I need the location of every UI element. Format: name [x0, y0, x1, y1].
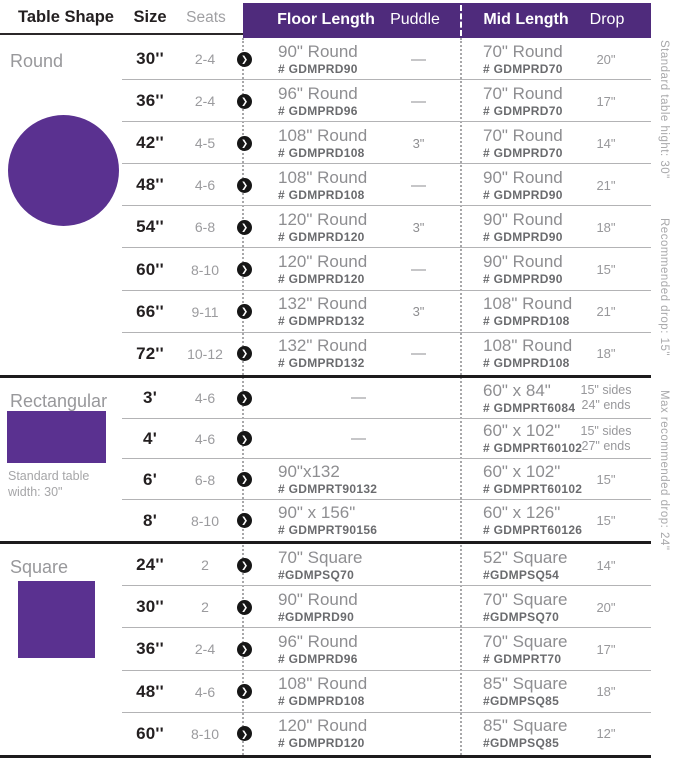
- product-code: # GDMPRT90132: [278, 482, 378, 497]
- arrow-zone: [232, 94, 256, 109]
- arrow-zone: [232, 346, 256, 361]
- product-code: # GDMPRD108: [483, 314, 570, 329]
- mid-length-cell: [461, 462, 583, 497]
- floor-length-cell: [256, 168, 376, 203]
- length-value: 96" Round: [278, 631, 358, 651]
- arrow-zone: [232, 52, 256, 67]
- row-separator: [122, 499, 651, 500]
- arrow-zone: [232, 558, 256, 573]
- table-row: [0, 38, 679, 80]
- puddle-value: —: [411, 345, 426, 363]
- mid-length-cell: [461, 336, 571, 371]
- floor-length-cell: [256, 389, 461, 407]
- drop-cell: 15": [596, 472, 616, 488]
- mid-length-cell: [461, 126, 571, 161]
- section-square: [0, 544, 679, 755]
- arrow-icon: ❯: [237, 684, 252, 699]
- column-header-puddle: Puddle: [390, 11, 440, 28]
- no-value-dash: —: [351, 389, 366, 407]
- column-header-seats: Seats: [186, 9, 226, 26]
- row-separator: [122, 418, 651, 419]
- product-code: # GDMPRD90: [483, 229, 563, 244]
- seats-cell: 2: [201, 599, 209, 616]
- floor-length-cell: [256, 632, 376, 667]
- arrow-icon: ❯: [237, 220, 252, 235]
- product-code: # GDMPRT70: [483, 651, 562, 666]
- size-cell: 36'': [136, 639, 164, 659]
- arrow-icon: ❯: [237, 136, 252, 151]
- size-cell: 36'': [136, 91, 164, 111]
- seats-cell: 2: [201, 557, 209, 574]
- product-code: # GDMPRD90: [483, 187, 563, 202]
- bottom-border-line: [0, 755, 651, 758]
- floor-length-cell: [256, 210, 376, 245]
- size-cell: 48'': [136, 681, 164, 701]
- table-row: [0, 713, 679, 755]
- arrow-zone: [232, 642, 256, 657]
- table-row: [0, 122, 679, 164]
- section-round: [0, 38, 679, 375]
- product-code: # GDMPRT90156: [278, 523, 378, 538]
- length-value: 108" Round: [483, 294, 573, 314]
- side-note-max-drop: Max recommended drop: 24": [658, 390, 670, 551]
- row-separator: [122, 247, 651, 248]
- product-code: # GDMPRD120: [278, 736, 365, 751]
- mid-length-cell: [461, 421, 583, 456]
- floor-length-cell: [256, 336, 376, 371]
- seats-cell: 4-6: [194, 683, 216, 700]
- table-row: [0, 333, 679, 375]
- product-code: #GDMPSQ54: [483, 567, 560, 582]
- section-rectangular: [0, 378, 679, 541]
- drop-value-line: 27" ends: [581, 438, 631, 453]
- mid-length-cell: [461, 168, 571, 203]
- mid-length-cell: [461, 716, 571, 751]
- size-cell: 3': [143, 388, 157, 408]
- product-code: #GDMPSQ85: [483, 736, 560, 751]
- size-cell: 66'': [136, 301, 164, 321]
- seats-cell: 4-6: [194, 390, 216, 407]
- length-value: 70" Round: [483, 83, 563, 103]
- length-value: 120" Round: [278, 716, 368, 736]
- product-code: #GDMPSQ85: [483, 694, 560, 709]
- length-value: 85" Square: [483, 674, 568, 694]
- drop-cell: 20": [596, 599, 616, 615]
- product-code: # GDMPRD70: [483, 145, 563, 160]
- drop-cell: 15": [596, 262, 616, 278]
- row-separator: [122, 163, 651, 164]
- length-value: 90" Round: [278, 41, 358, 61]
- column-header-mid-length: Mid Length: [483, 11, 569, 28]
- length-value: 132" Round: [278, 336, 368, 356]
- length-value: 70" Square: [483, 589, 568, 609]
- arrow-zone: [232, 220, 256, 235]
- arrow-zone: [232, 431, 256, 446]
- mid-length-cell: [461, 252, 571, 287]
- floor-length-cell: [256, 716, 376, 751]
- row-separator: [122, 670, 651, 671]
- arrow-zone: [232, 684, 256, 699]
- size-cell: 72'': [136, 343, 164, 363]
- puddle-cell: [376, 304, 461, 319]
- product-code: #GDMPSQ70: [483, 609, 560, 624]
- seats-cell: 6-8: [194, 219, 216, 236]
- arrow-zone: [232, 600, 256, 615]
- mid-length-cell: [461, 548, 571, 583]
- puddle-value: —: [411, 50, 426, 68]
- product-code: # GDMPRD108: [278, 187, 365, 202]
- header-left: [0, 0, 243, 35]
- puddle-cell: [376, 93, 461, 110]
- arrow-zone: [232, 513, 256, 528]
- size-cell: 24'': [136, 555, 164, 575]
- arrow-icon: ❯: [237, 52, 252, 67]
- drop-value-line: 24" ends: [581, 398, 631, 413]
- mid-length-cell: [461, 632, 571, 667]
- arrow-icon: ❯: [237, 262, 252, 277]
- no-value-dash: —: [351, 429, 366, 447]
- header-dashed-divider: [460, 5, 462, 36]
- shape-note-line: Standard table: [8, 468, 90, 483]
- arrow-icon: ❯: [237, 642, 252, 657]
- product-code: # GDMPRD132: [278, 314, 365, 329]
- header-purple-band: [243, 3, 651, 38]
- product-code: # GDMPRD132: [278, 356, 365, 371]
- floor-length-cell: [256, 462, 376, 497]
- column-header-floor-length: Floor Length: [277, 11, 375, 28]
- side-note-recommended-drop: Recommended drop: 15": [658, 218, 670, 356]
- length-value: 70" Square: [278, 547, 363, 567]
- arrow-icon: ❯: [237, 431, 252, 446]
- seats-cell: 8-10: [190, 725, 220, 742]
- length-value: 90" x 156": [278, 503, 356, 523]
- length-value: 60" x 126": [483, 503, 561, 523]
- length-value: 96" Round: [278, 83, 358, 103]
- drop-cell: 18": [596, 684, 616, 700]
- product-code: # GDMPRT60102: [483, 441, 583, 456]
- puddle-value: —: [411, 92, 426, 110]
- length-value: 132" Round: [278, 294, 368, 314]
- arrow-icon: ❯: [237, 558, 252, 573]
- size-cell: 30'': [136, 597, 164, 617]
- table-row: [0, 628, 679, 670]
- product-code: # GDMPRD120: [278, 229, 365, 244]
- length-value: 90"x132: [278, 462, 340, 482]
- product-code: # GDMPRD96: [278, 651, 358, 666]
- side-note-standard-height: Standard table hight: 30": [658, 40, 670, 179]
- puddle-value: —: [411, 261, 426, 279]
- seats-cell: 8-10: [190, 261, 220, 278]
- length-value: 90" Round: [483, 209, 563, 229]
- row-separator: [122, 121, 651, 122]
- arrow-zone: [232, 472, 256, 487]
- product-code: # GDMPRD108: [483, 356, 570, 371]
- table-row: [0, 164, 679, 206]
- product-code: #GDMPSQ70: [278, 567, 355, 582]
- floor-length-cell: [256, 42, 376, 77]
- product-code: # GDMPRD120: [278, 272, 365, 287]
- length-value: 120" Round: [278, 252, 368, 272]
- arrow-zone: [232, 262, 256, 277]
- table-row: [0, 671, 679, 713]
- seats-cell: 8-10: [190, 512, 220, 529]
- table-row: [0, 500, 679, 541]
- length-value: 70" Round: [483, 41, 563, 61]
- table-row: [0, 544, 679, 586]
- size-cell: 30'': [136, 49, 164, 69]
- puddle-value: —: [411, 176, 426, 194]
- size-cell: 54'': [136, 217, 164, 237]
- puddle-cell: [376, 51, 461, 68]
- puddle-value: 3": [412, 219, 425, 235]
- product-code: # GDMPRD90: [278, 61, 358, 76]
- floor-length-cell: [256, 590, 376, 625]
- table-row: [0, 419, 679, 460]
- shape-label: Round: [10, 51, 64, 71]
- length-value: 70" Square: [483, 631, 568, 651]
- seats-cell: 2-4: [194, 93, 216, 110]
- length-value: 108" Round: [278, 674, 368, 694]
- floor-length-cell: [256, 252, 376, 287]
- product-code: # GDMPRD108: [278, 694, 365, 709]
- arrow-icon: ❯: [237, 304, 252, 319]
- length-value: 85" Square: [483, 716, 568, 736]
- arrow-zone: [232, 726, 256, 741]
- drop-cell: 21": [596, 177, 616, 193]
- drop-cell: [571, 424, 641, 454]
- mid-length-cell: [461, 42, 571, 77]
- length-value: 90" Round: [483, 252, 563, 272]
- seats-cell: 2-4: [194, 641, 216, 658]
- puddle-value: 3": [412, 304, 425, 320]
- size-cell: 42'': [136, 133, 164, 153]
- drop-cell: 20": [596, 51, 616, 67]
- row-separator: [122, 458, 651, 459]
- shape-label: Square: [10, 556, 69, 577]
- size-cell: 60'': [136, 259, 164, 279]
- product-code: #GDMPRD90: [278, 609, 355, 624]
- mid-length-cell: [461, 674, 571, 709]
- table-row: [0, 459, 679, 500]
- seats-cell: 2-4: [194, 51, 216, 68]
- product-code: # GDMPRT6084: [483, 400, 576, 415]
- row-separator: [122, 79, 651, 80]
- drop-cell: 12": [596, 726, 616, 742]
- puddle-cell: [376, 261, 461, 278]
- puddle-cell: [376, 177, 461, 194]
- arrow-icon: ❯: [237, 600, 252, 615]
- length-value: 90" Round: [278, 589, 358, 609]
- length-value: 52" Square: [483, 547, 568, 567]
- length-value: 60" x 102": [483, 462, 561, 482]
- arrow-icon: ❯: [237, 391, 252, 406]
- product-code: # GDMPRD96: [278, 103, 358, 118]
- floor-length-cell: [256, 294, 376, 329]
- drop-cell: 14": [596, 557, 616, 573]
- product-code: # GDMPRT60102: [483, 482, 583, 497]
- arrow-icon: ❯: [237, 94, 252, 109]
- floor-length-cell: [256, 503, 376, 538]
- arrow-icon: ❯: [237, 346, 252, 361]
- product-code: # GDMPRD70: [483, 103, 563, 118]
- floor-length-cell: [256, 126, 376, 161]
- table-row: [0, 206, 679, 248]
- mid-length-cell: [461, 84, 571, 119]
- mid-length-cell: [461, 380, 576, 416]
- seats-cell: 9-11: [191, 303, 219, 320]
- length-value: 108" Round: [278, 167, 368, 187]
- mid-length-cell: [461, 210, 571, 245]
- size-cell: 60'': [136, 723, 164, 743]
- seats-cell: 10-12: [187, 345, 223, 362]
- row-separator: [122, 290, 651, 291]
- drop-cell: 18": [596, 346, 616, 362]
- table-row: [0, 248, 679, 290]
- puddle-cell: [376, 220, 461, 235]
- drop-cell: 15": [596, 513, 616, 529]
- drop-value-line: 15" sides: [580, 383, 632, 398]
- length-value: 70" Round: [483, 125, 563, 145]
- row-separator: [122, 627, 651, 628]
- arrow-icon: ❯: [237, 513, 252, 528]
- size-cell: 4': [143, 428, 157, 448]
- length-value: 120" Round: [278, 209, 368, 229]
- floor-length-cell: [256, 548, 376, 583]
- drop-cell: 21": [596, 304, 616, 320]
- floor-length-cell: [256, 674, 376, 709]
- table-row: [0, 80, 679, 122]
- size-cell: 8': [143, 510, 157, 530]
- column-header-table-shape: Table Shape: [18, 8, 114, 26]
- product-code: # GDMPRT60126: [483, 523, 583, 538]
- drop-cell: 18": [596, 219, 616, 235]
- mid-length-cell: [461, 590, 571, 625]
- arrow-icon: ❯: [237, 726, 252, 741]
- product-code: # GDMPRD108: [278, 145, 365, 160]
- arrow-zone: [232, 304, 256, 319]
- shape-label: Rectangular: [10, 390, 108, 411]
- seats-cell: 4-6: [194, 177, 216, 194]
- length-value: 108" Round: [278, 125, 368, 145]
- table-row: [0, 291, 679, 333]
- seats-cell: 4-5: [194, 135, 216, 152]
- row-separator: [122, 585, 651, 586]
- length-value: 90" Round: [483, 167, 563, 187]
- floor-length-cell: [256, 84, 376, 119]
- sections-container: [0, 38, 679, 758]
- table-row: [0, 586, 679, 628]
- column-header-drop: Drop: [589, 11, 625, 28]
- table-row: [0, 378, 679, 419]
- size-cell: 6': [143, 469, 157, 489]
- arrow-zone: [232, 391, 256, 406]
- row-separator: [122, 205, 651, 206]
- mid-length-cell: [461, 294, 571, 329]
- drop-cell: 17": [596, 93, 616, 109]
- puddle-cell: [376, 345, 461, 362]
- mid-length-cell: [461, 503, 583, 538]
- arrow-zone: [232, 178, 256, 193]
- drop-cell: 17": [596, 641, 616, 657]
- length-value: 60" x 84": [483, 380, 551, 400]
- length-value: 108" Round: [483, 336, 573, 356]
- drop-cell: [571, 383, 641, 413]
- drop-value-line: 15" sides: [580, 423, 632, 438]
- arrow-zone: [232, 136, 256, 151]
- row-separator: [122, 332, 651, 333]
- puddle-cell: [376, 136, 461, 151]
- arrow-icon: ❯: [237, 178, 252, 193]
- floor-length-cell: [256, 430, 461, 448]
- length-value: 60" x 102": [483, 421, 561, 441]
- arrow-icon: ❯: [237, 472, 252, 487]
- product-code: # GDMPRD70: [483, 61, 563, 76]
- seats-cell: 6-8: [194, 471, 216, 488]
- row-separator: [122, 712, 651, 713]
- puddle-value: 3": [412, 135, 425, 151]
- size-cell: 48'': [136, 175, 164, 195]
- seats-cell: 4-6: [194, 430, 216, 447]
- column-header-size: Size: [133, 8, 167, 26]
- product-code: # GDMPRD90: [483, 272, 563, 287]
- drop-cell: 14": [596, 135, 616, 151]
- shape-note-line: width: 30": [8, 484, 63, 499]
